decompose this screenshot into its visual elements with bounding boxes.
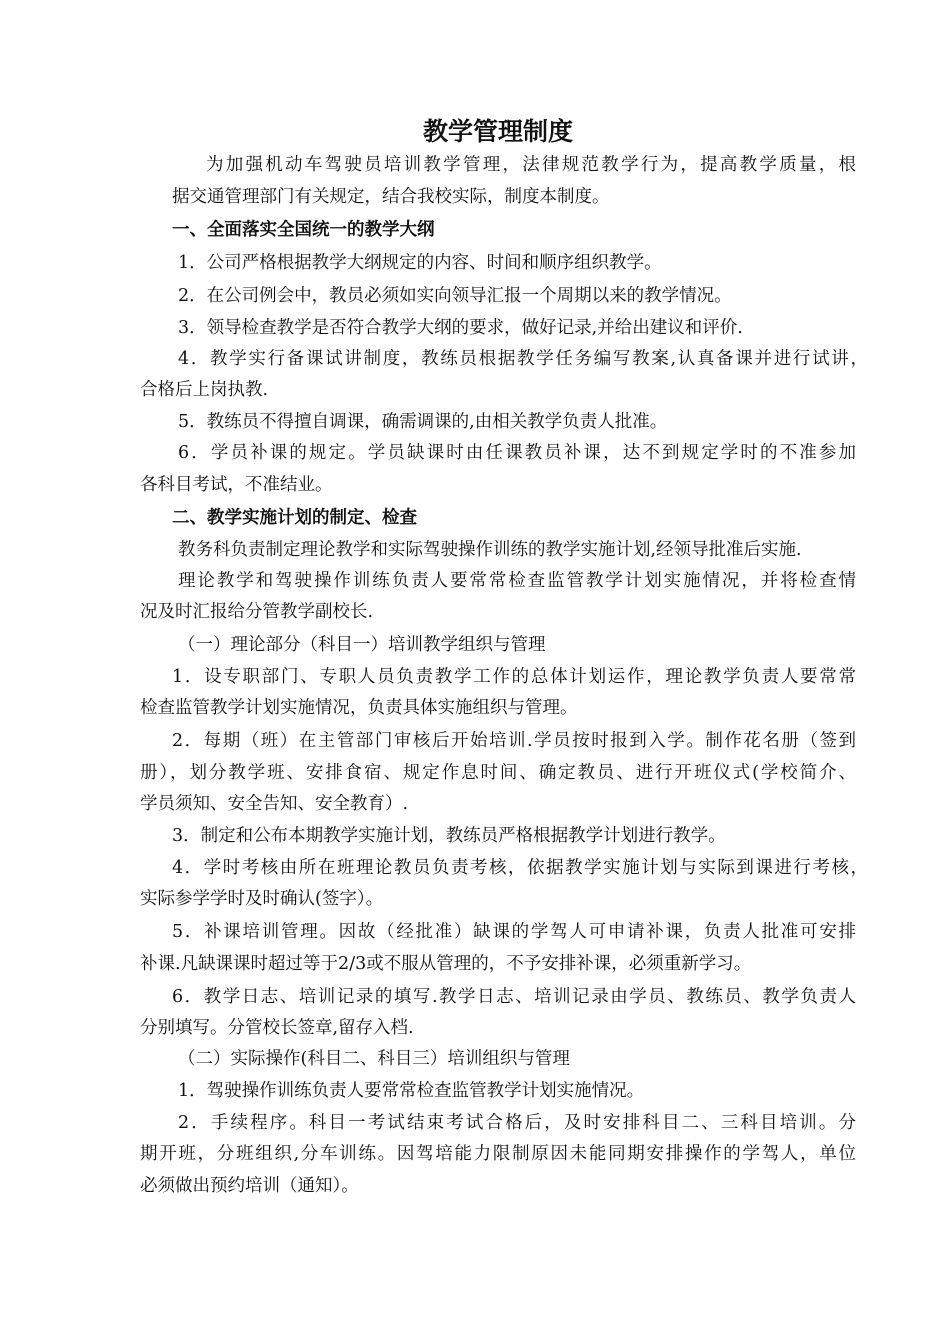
sub1-item-5-line-2: 补课.凡缺课课时超过等于2/3或不服从管理的，不予安排补课，必须重新学习。	[140, 954, 752, 974]
subsection-heading-2: （二）实际操作(科目二、科目三）培训组织与管理	[178, 1049, 570, 1069]
sub2-item-2-line-2: 期开班，分班组织,分车训练。因驾培能力限制原因未能同期安排操作的学驾人，单位	[140, 1144, 856, 1164]
section1-item-4-line-2: 合格后上岗执教.	[140, 380, 269, 400]
section1-item-6-line-1: 6．学员补课的规定。学员缺课时由任课教员补课，达不到规定学时的不准参加	[178, 443, 856, 463]
section1-item-6-line-2: 各科目考试，不准结业。	[140, 475, 333, 495]
sub1-item-3: 3．制定和公布本期教学实施计划，教练员严格根据教学计划进行教学。	[172, 826, 726, 846]
intro-line-2: 据交通管理部门有关规定，结合我校实际，制度本制度。	[172, 187, 610, 207]
subsection-heading-1: （一）理论部分（科目一）培训教学组织与管理	[178, 635, 546, 655]
section-heading-1: 一、全面落实全国统一的教学大纲	[172, 220, 435, 240]
section2-para-2-line-2: 况及时汇报给分管教学副校长.	[140, 602, 374, 622]
sub1-item-4-line-1: 4．学时考核由所在班理论教员负责考核，依据教学实施计划与实际到课进行考核，	[172, 858, 868, 878]
sub1-item-2-line-3: 学员须知、安全告知、安全教育）.	[140, 794, 409, 814]
section-heading-2: 二、教学实施计划的制定、检查	[172, 508, 417, 528]
sub1-item-6-line-2: 分别填写。分管校长签章,留存入档.	[140, 1018, 414, 1038]
section1-item-3: 3．领导检查教学是否符合教学大纲的要求，做好记录,并给出建议和评价.	[178, 318, 743, 338]
section1-item-5: 5．教练员不得擅自调课，确需调课的,由相关教学负责人批准。	[178, 412, 668, 432]
sub1-item-2-line-2: 册），划分教学班、安排食宿、规定作息时间、确定教员、进行开班仪式(学校简介、	[140, 763, 856, 783]
section2-para-2-line-1: 理论教学和驾驶操作训练负责人要常常检查监管教学计划实施情况，并将检查情	[178, 571, 856, 591]
section1-item-2: 2．在公司例会中，教员必须如实向领导汇报一个周期以来的教学情况。	[178, 286, 732, 306]
section1-item-4-line-1: 4．教学实行备课试讲制度，教练员根据教学任务编写教案,认真备课并进行试讲，	[178, 349, 868, 369]
sub1-item-1-line-2: 检查监管教学计划实施情况，负责具体实施组织与管理。	[140, 698, 578, 718]
sub1-item-2-line-1: 2．每期（班）在主管部门审核后开始培训.学员按时报到入学。制作花名册（签到	[172, 731, 856, 751]
sub1-item-4-line-2: 实际参学学时及时确认(签字）。	[140, 889, 384, 909]
sub1-item-1-line-1: 1．设专职部门、专职人员负责教学工作的总体计划运作，理论教学负责人要常常	[172, 667, 856, 687]
sub1-item-5-line-1: 5．补课培训管理。因故（经批准）缺课的学驾人可申请补课，负责人批准可安排	[172, 922, 856, 942]
sub2-item-2-line-3: 必须做出预约培训（通知）。	[140, 1176, 359, 1196]
sub2-item-1: 1．驾驶操作训练负责人要常常检查监管教学计划实施情况。	[178, 1081, 645, 1101]
document-title: 教学管理制度	[422, 117, 573, 146]
sub1-item-6-line-1: 6．教学日志、培训记录的填写.教学日志、培训记录由学员、教练员、教学负责人	[172, 987, 856, 1007]
section2-para-1: 教务科负责制定理论教学和实际驾驶操作训练的教学实施计划,经领导批准后实施.	[178, 540, 802, 560]
section1-item-1: 1．公司严格根据教学大纲规定的内容、时间和顺序组织教学。	[178, 253, 662, 273]
sub2-item-2-line-1: 2．手续程序。科目一考试结束考试合格后，及时安排科目二、三科目培训。分	[178, 1113, 856, 1133]
intro-line-1: 为加强机动车驾驶员培训教学管理，法律规范教学行为，提高教学质量，根	[206, 155, 856, 175]
